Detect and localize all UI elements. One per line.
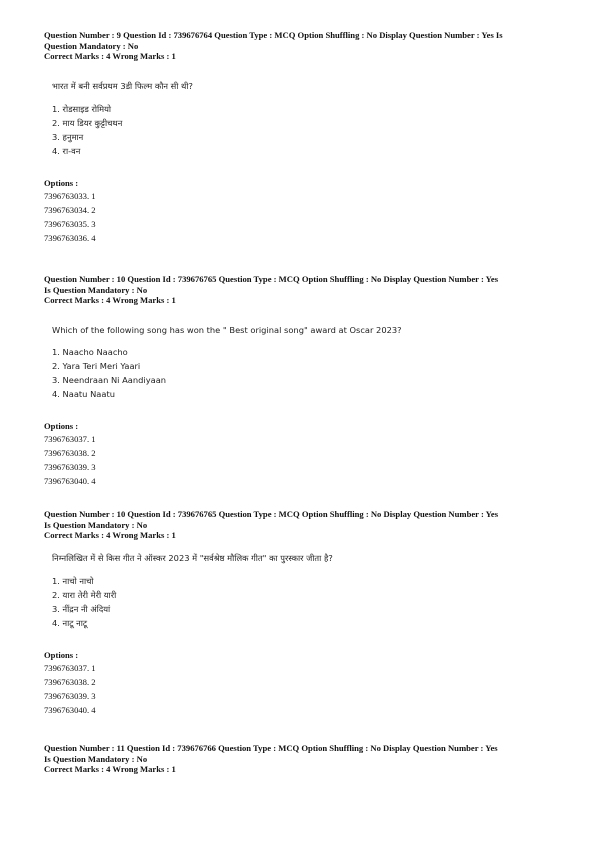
answer-choice: 1. नाचो नाचो [52,575,94,586]
header-line: Question Mandatory : No [44,40,139,51]
question-block-11 [44,743,559,775]
option-id: 7396763040. 4 [44,705,96,716]
header-line: Is Question Mandatory : No [44,284,148,295]
option-id: 7396763034. 2 [44,204,96,215]
question-text: निम्नलिखित में से किस गीत ने ऑस्कर 2023 में "सर्वश्रेष्ठ मौलिक गीत" का पुरस्कार जीता है? [52,552,333,563]
options-title: Options : [44,649,79,660]
option-id: 7396763039. 3 [44,690,96,701]
option-id-list [44,661,559,718]
answer-choice: 2. Yara Teri Meri Yaari [52,360,141,371]
option-id: 7396763039. 3 [44,461,96,472]
option-id: 7396763035. 3 [44,218,96,229]
header-line: Question Number : 10 Question Id : 739676765 Question Type : MCQ Option Shuffling : No Display Question Number : Yes [44,274,499,284]
answer-choice: 1. रोडसाइड रोमियो [52,103,112,114]
option-id: 7396763040. 4 [44,476,96,487]
header-line: Is Question Mandatory : No [44,519,148,530]
answer-choice: 3. नींद्रन नी अंदियां [52,603,111,614]
header-line: Correct Marks : 4 Wrong Marks : 1 [44,530,176,540]
header-line: Correct Marks : 4 Wrong Marks : 1 [44,51,176,61]
option-id-list [44,189,559,246]
option-id: 7396763038. 2 [44,447,96,458]
option-id: 7396763038. 2 [44,676,96,687]
header-line: Correct Marks : 4 Wrong Marks : 1 [44,295,176,305]
answer-choices [52,102,559,158]
option-id: 7396763036. 4 [44,233,96,244]
header-line: Correct Marks : 4 Wrong Marks : 1 [44,764,176,774]
header-line: Question Number : 9 Question Id : 739676764 Question Type : MCQ Option Shuffling : No Display Question Number : Yes Is [44,30,503,40]
question-block-9 [44,30,559,245]
answer-choice: 2. माय डियर कुट्टीचथन [52,117,123,128]
options-title: Options : [44,420,79,431]
header-line: Question Number : 10 Question Id : 739676765 Question Type : MCQ Option Shuffling : No Display Question Number : Yes [44,509,499,519]
answer-choice: 1. Naacho Naacho [52,346,128,357]
question-header [44,30,559,62]
answer-choice: 3. हनुमान [52,131,84,142]
answer-choice: 4. नाटू नाटू [52,617,88,628]
question-header [44,274,559,306]
header-line: Is Question Mandatory : No [44,753,148,764]
option-id: 7396763033. 1 [44,190,96,201]
answer-choices [52,574,559,630]
option-id-list [44,432,559,489]
header-line: Question Number : 11 Question Id : 739676766 Question Type : MCQ Option Shuffling : No Display Question Number : Yes [44,743,498,753]
option-id: 7396763037. 1 [44,662,96,673]
question-text: Which of the following song has won the " Best original song" award at Oscar 2023? [52,324,402,335]
question-text: भारत में बनी सर्वप्रथम 3डी फिल्म कौन सी थी? [52,80,193,91]
question-block-10-english [44,274,559,488]
question-header [44,743,559,775]
options-title: Options : [44,177,79,188]
option-id: 7396763037. 1 [44,433,96,444]
answer-choice: 2. यारा तेरी मेरी यारी [52,589,117,600]
question-block-10-hindi [44,509,559,717]
answer-choices [52,345,559,401]
answer-choice: 4. रा-वन [52,145,81,156]
question-header [44,509,559,541]
answer-choice: 3. Neendraan Ni Aandiyaan [52,374,167,385]
answer-choice: 4. Naatu Naatu [52,388,115,399]
